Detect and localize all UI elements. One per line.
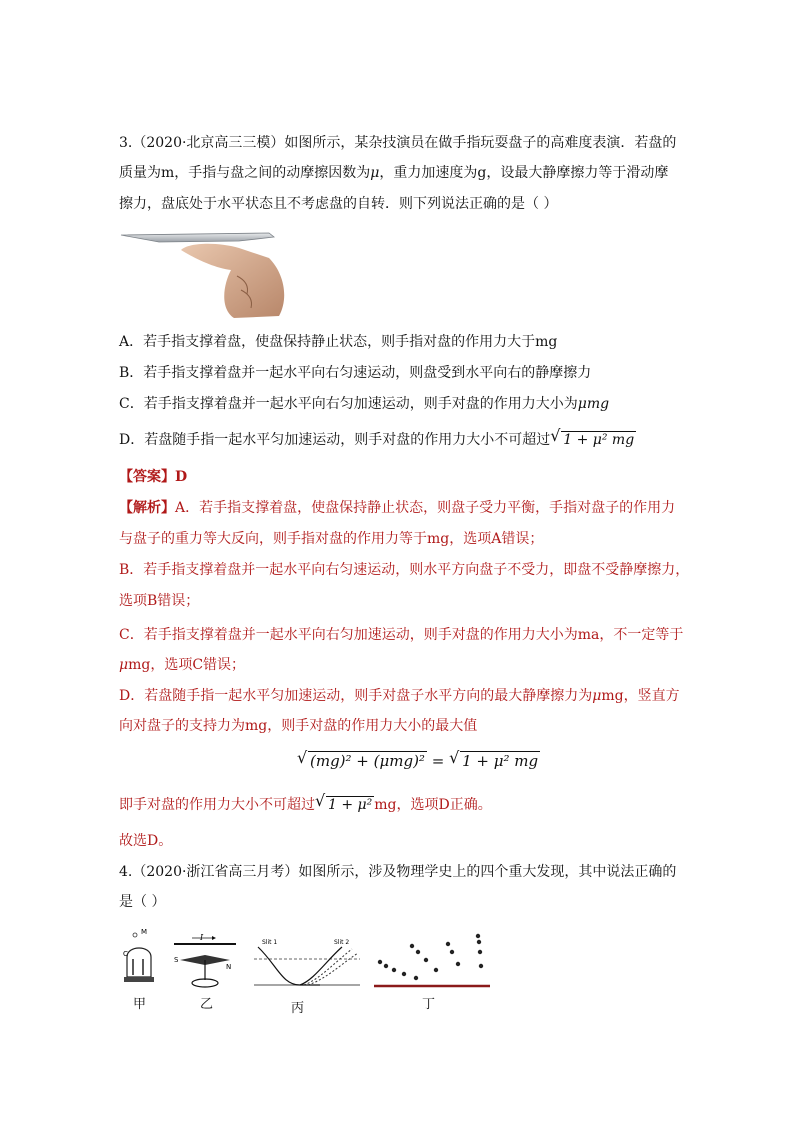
sqrt-right: √ 1 + μ² mg <box>449 748 539 770</box>
label-c: C <box>123 950 128 958</box>
q3-line-2 <box>119 163 668 183</box>
sqrt-expression: √ 1 + μ² <box>315 791 373 813</box>
label-s: S <box>174 956 179 964</box>
analysis-d2: 向对盘子的支持力为mg，则手对盘的作用力大小的最大值 <box>119 718 478 734</box>
sqrt-expression: √ 1 + μ² mg <box>550 426 635 448</box>
q3-option-c-text: C．若手指支撑着盘并一起水平向右匀加速运动，则手对盘的作用力大小为 <box>119 396 578 412</box>
q3-line-2b: ，重力加速度为g，设最大静摩擦力等于滑动摩 <box>379 165 669 181</box>
label-slit-1: Slit 1 <box>262 939 278 946</box>
q3-option-d <box>119 426 636 450</box>
mu-symbol: μ <box>119 657 129 673</box>
analysis-label: 【解析】 <box>119 500 175 516</box>
analysis-d1b-text: mg，竖直方 <box>601 688 680 704</box>
analysis-c1: C．若手指支撑着盘并一起水平向右匀加速运动，则手对盘的作用力大小为ma，不一定等于 <box>119 627 684 643</box>
analysis-d1 <box>119 686 680 706</box>
analysis-d3b-text: mg，选项D正确。 <box>374 797 492 813</box>
figure-ding-balls <box>372 930 492 990</box>
caption-bing: 丙 <box>291 1001 305 1016</box>
plate-finger-image <box>119 228 294 320</box>
formula-right: 1 + μ² mg <box>462 752 539 770</box>
q3-option-d-text: D．若盘随手指一起水平匀加速运动，则手对盘的作用力大小不可超过 <box>119 432 551 448</box>
label-slit-2: Slit 2 <box>334 939 350 946</box>
analysis-final: 故选D。 <box>119 833 173 849</box>
formula <box>297 748 540 770</box>
analysis-d3-math: 1 + μ² <box>328 797 373 813</box>
q3-option-c <box>119 394 609 414</box>
label-current: I <box>200 933 204 942</box>
analysis-a2: 与盘子的重力等大反向，则手指对盘的作用力等于mg，选项A错误； <box>119 531 544 547</box>
figure-yi-compass <box>170 932 240 992</box>
q3-line-3: 擦力，盘底处于水平状态且不考虑盘的自转．则下列说法正确的是（ ） <box>119 196 558 212</box>
caption-ding: 丁 <box>422 997 436 1012</box>
q3-option-a: A．若手指支撑着盘，使盘保持静止状态，则手指对盘的作用力大于mg <box>119 334 558 350</box>
analysis-a1 <box>119 498 675 518</box>
analysis-c2-text: mg，选项C错误； <box>128 657 246 673</box>
caption-yi: 乙 <box>200 997 214 1012</box>
mu-symbol: μ <box>370 165 380 181</box>
analysis-b2: 选项B错误； <box>119 593 200 609</box>
formula-equals: = <box>431 752 445 770</box>
formula-left: (mg)² + (μmg)² <box>310 752 425 770</box>
answer-label: 【答案】D <box>119 469 188 485</box>
q3-option-c-math: μmg <box>577 396 610 412</box>
figure-bing-curves <box>252 935 362 990</box>
mu-symbol: μ <box>592 688 602 704</box>
analysis-d1-text: D．若盘随手指一起水平匀加速运动，则手对盘子水平方向的最大静摩擦力为 <box>119 688 593 704</box>
caption-jia: 甲 <box>133 997 147 1012</box>
sqrt-left: √ (mg)² + (μmg)² <box>297 748 425 770</box>
label-m: M <box>141 928 148 936</box>
q3-option-d-math: 1 + μ² mg <box>563 432 635 448</box>
q4-line-2: 是（ ） <box>119 894 166 910</box>
analysis-a1-text: A．若手指支撑着盘，使盘保持静止状态，则盘子受力平衡，手指对盘子的作用力 <box>175 500 676 516</box>
label-n: N <box>226 963 232 971</box>
q3-line-1: 3.（2020·北京高三三模）如图所示，某杂技演员在做手指玩耍盘子的高难度表演．若盘的 <box>119 135 677 151</box>
q3-option-b: B．若手指支撑着盘并一起水平向右匀速运动，则盘受到水平向右的静摩擦力 <box>119 365 592 381</box>
analysis-c2 <box>119 655 245 675</box>
q3-line-2a: 质量为m，手指与盘之间的动摩擦因数为 <box>119 165 371 181</box>
analysis-b1: B．若手指支撑着盘并一起水平向右匀速运动，则水平方向盘子不受力，即盘不受静摩擦力， <box>119 562 690 578</box>
q4-line-1: 4.（2020·浙江省高三月考）如图所示，涉及物理学史上的四个重大发现，其中说法正确的 <box>119 864 677 880</box>
figure-jia-apparatus <box>115 925 165 990</box>
analysis-d3 <box>119 791 492 815</box>
analysis-d3-text: 即手对盘的作用力大小不可超过 <box>119 797 315 813</box>
